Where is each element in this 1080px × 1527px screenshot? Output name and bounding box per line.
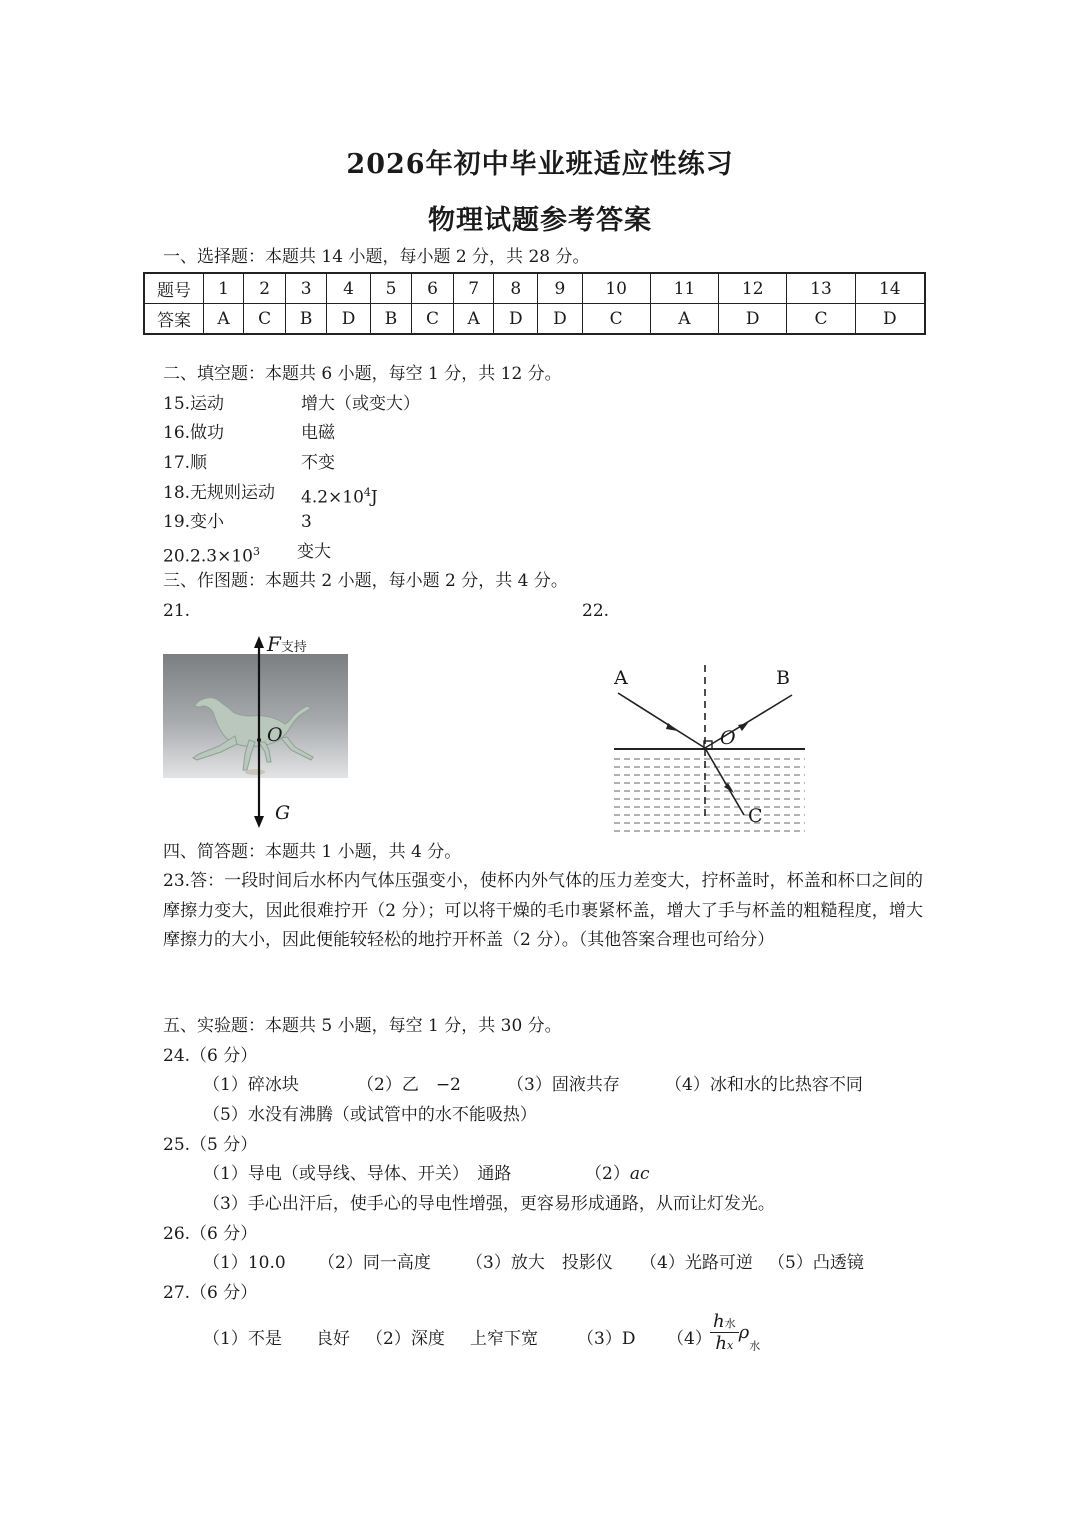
center-of-gravity-label: O (267, 724, 283, 746)
q27-part1b: 良好 (316, 1329, 350, 1349)
answer-cell: D (855, 304, 925, 335)
question-number: 12 (719, 273, 787, 304)
answer-cell: D (327, 304, 371, 335)
q27-part1a: （1）不是 (203, 1329, 282, 1349)
q20-answer2: 变大 (297, 542, 331, 562)
q26-title: 26.（6 分） (163, 1224, 258, 1244)
question-number: 2 (244, 273, 286, 304)
q26-part4: （4）光路可逆 (640, 1253, 753, 1273)
q25-title: 25.（5 分） (163, 1135, 258, 1155)
q19-answer2: 3 (301, 512, 312, 532)
section5-heading: 五、实验题：本题共 5 小题，每空 1 分，共 30 分。 (163, 1016, 562, 1036)
question-number: 4 (327, 273, 371, 304)
q18-answer2: $4.2\times 10^4J$ (301, 486, 378, 508)
q27-part2b: 上窄下宽 (470, 1329, 538, 1349)
question-number: 8 (494, 273, 538, 304)
q26-part5: （5）凸透镜 (768, 1253, 864, 1273)
q21-label: 21. (163, 601, 191, 621)
question-number: 11 (650, 273, 718, 304)
q25-part1: （1）导电（或导线、导体、开关） 通路 (203, 1164, 512, 1184)
question-number: 1 (204, 273, 244, 304)
answer-cell: D (494, 304, 538, 335)
question-number: 6 (411, 273, 453, 304)
q22-refraction-diagram (600, 655, 815, 835)
answer-cell: D (719, 304, 787, 335)
question-number: 14 (855, 273, 925, 304)
document-subtitle: 物理试题参考答案 (428, 205, 652, 236)
q24-part5: （5）水没有沸腾（或试管中的水不能吸热） (203, 1105, 537, 1125)
row-label-answer: 答案 (144, 304, 204, 335)
q27-part2a: （2）深度 (366, 1329, 445, 1349)
q15-answer1: 15.运动 (163, 394, 225, 414)
q27-part3: （3）D (577, 1329, 636, 1349)
q21-force-diagram (163, 632, 353, 832)
q26-part3: （3）放大 投影仪 (466, 1253, 613, 1273)
q26-part1: （1）10.0 (203, 1253, 286, 1273)
q27-part4: （4） (667, 1329, 712, 1349)
q24-part4: （4）冰和水的比热容不同 (665, 1075, 863, 1095)
answer-row (144, 304, 925, 335)
question-number: 3 (286, 273, 327, 304)
q25-part3: （3）手心出汗后，使手心的导电性增强，更容易形成通路，从而让灯发光。 (203, 1194, 775, 1214)
q27-title: 27.（6 分） (163, 1283, 258, 1303)
gravity-label: G (275, 802, 291, 824)
q16-answer1: 16.做功 (163, 423, 225, 443)
density-formula: $\frac{\text{h水}}{hx}$ $\rho_水$ (710, 1311, 760, 1354)
answer-cell: D (538, 304, 582, 335)
section4-heading: 四、简答题：本题共 1 小题，共 4 分。 (163, 842, 462, 862)
answer-cell: C (411, 304, 453, 335)
document-title: 2026年初中毕业班适应性练习 (346, 149, 734, 180)
answer-cell: B (371, 304, 412, 335)
point-c-label: C (748, 805, 763, 827)
answer-cell: A (650, 304, 718, 335)
section1-heading: 一、选择题：本题共 14 小题，每小题 2 分，共 28 分。 (163, 247, 590, 267)
question-number: 7 (454, 273, 494, 304)
question-number: 5 (371, 273, 412, 304)
q23-answer: 23.答：一段时间后水杯内气体压强变小，使杯内外气体的压力差变大，拧杯盖时，杯盖和杯口之间的摩擦力变大，因此很难拧开（2 分）；可以将干燥的毛巾裹紧杯盖，增大了手与杯盖的粗糙程度，增大摩擦力的大小，因此便能较轻松的地拧开杯盖（2 分）。（其他答案合理也可给分） (163, 871, 923, 950)
q22-label: 22. (582, 601, 610, 621)
q25-part2: （2）ac (585, 1164, 650, 1184)
q24-part2: （2）乙 −2 (357, 1075, 461, 1095)
question-number: 9 (538, 273, 582, 304)
row-label-question: 题号 (144, 273, 204, 304)
point-a-label: A (614, 667, 628, 689)
section2-heading: 二、填空题：本题共 6 小题，每空 1 分，共 12 分。 (163, 364, 562, 384)
q19-answer1: 19.变小 (163, 512, 225, 532)
answer-cell: C (244, 304, 286, 335)
q26-part2: （2）同一高度 (318, 1253, 431, 1273)
answer-cell: C (582, 304, 650, 335)
q24-part3: （3）固液共存 (507, 1075, 620, 1095)
q24-part1: （1）碎冰块 (203, 1075, 299, 1095)
answer-table (143, 272, 926, 335)
question-number: 13 (787, 273, 855, 304)
answer-cell: A (204, 304, 244, 335)
point-b-label: B (776, 667, 790, 689)
q16-answer2: 电磁 (301, 423, 335, 443)
force-arrows-icon (163, 632, 353, 832)
q20-answer1: $20.2.3\times 10^3$ (163, 545, 260, 567)
question-number: 10 (582, 273, 650, 304)
support-force-label: F支持 (267, 632, 307, 656)
q15-answer2: 增大（或变大） (301, 394, 420, 414)
answer-cell: A (454, 304, 494, 335)
section3-heading: 三、作图题：本题共 2 小题，每小题 2 分，共 4 分。 (163, 571, 568, 591)
q17-answer1: 17.顺 (163, 453, 208, 473)
q18-answer1: 18.无规则运动 (163, 483, 276, 503)
question-number-row (144, 273, 925, 304)
height-ratio-fraction: $\frac{\text{h水}}{hx}$ (710, 1311, 739, 1354)
point-o-label: O (720, 727, 736, 749)
q24-title: 24.（6 分） (163, 1046, 258, 1066)
q17-answer2: 不变 (301, 453, 335, 473)
answer-cell: B (286, 304, 327, 335)
answer-cell: C (787, 304, 855, 335)
